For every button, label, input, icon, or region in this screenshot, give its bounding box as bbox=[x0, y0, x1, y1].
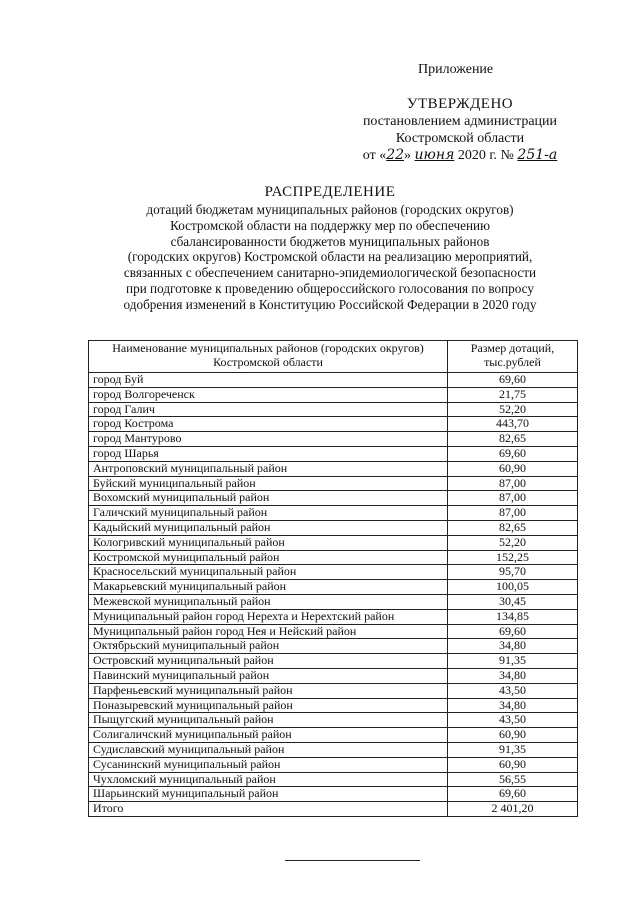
subsidy-amount-cell: 69,60 bbox=[448, 787, 578, 802]
table-row bbox=[89, 654, 578, 669]
subsidy-amount-cell: 56,55 bbox=[448, 772, 578, 787]
table-row bbox=[89, 402, 578, 417]
table-row bbox=[89, 683, 578, 698]
table-row bbox=[89, 520, 578, 535]
district-name-cell: Павинский муниципальный район bbox=[89, 668, 448, 683]
document-title: РАСПРЕДЕЛЕНИЕ bbox=[264, 184, 396, 200]
table-row bbox=[89, 387, 578, 402]
subsidy-amount-cell: 69,60 bbox=[448, 624, 578, 639]
district-name-cell: город Кострома bbox=[89, 417, 448, 432]
table-row bbox=[89, 609, 578, 624]
district-name-cell: город Шарья bbox=[89, 446, 448, 461]
table-row bbox=[89, 728, 578, 743]
subsidy-amount-cell: 43,50 bbox=[448, 683, 578, 698]
subsidy-amount-cell: 443,70 bbox=[448, 417, 578, 432]
district-name-cell: город Мантурово bbox=[89, 432, 448, 447]
approval-heading: УТВЕРЖДЕНО bbox=[406, 96, 514, 112]
subsidy-amount-cell: 69,60 bbox=[448, 446, 578, 461]
subsidy-amount-cell: 91,35 bbox=[448, 742, 578, 757]
subsidy-amount-cell: 152,25 bbox=[448, 550, 578, 565]
subsidy-amount-cell: 60,90 bbox=[448, 757, 578, 772]
district-name-cell: Антроповский муниципальный район bbox=[89, 461, 448, 476]
district-name-cell: Костромской муниципальный район bbox=[89, 550, 448, 565]
district-name-cell: Шарьинский муниципальный район bbox=[89, 787, 448, 802]
district-name-cell: Галичский муниципальный район bbox=[89, 506, 448, 521]
district-name-cell: Сусанинский муниципальный район bbox=[89, 757, 448, 772]
district-name-cell: Парфеньевский муниципальный район bbox=[89, 683, 448, 698]
table-body bbox=[89, 373, 578, 817]
subsidy-amount-cell: 34,80 bbox=[448, 668, 578, 683]
approval-block bbox=[340, 96, 580, 164]
subsidy-amount-cell: 87,00 bbox=[448, 476, 578, 491]
table-row bbox=[89, 373, 578, 388]
subsidy-amount-cell: 30,45 bbox=[448, 594, 578, 609]
district-name-cell: Муниципальный район город Нерехта и Нерехтский район bbox=[89, 609, 448, 624]
table-total-row bbox=[89, 802, 578, 817]
handwritten-month: июня bbox=[414, 147, 455, 163]
table-row bbox=[89, 550, 578, 565]
footer-separator-line bbox=[285, 860, 420, 861]
distribution-table bbox=[88, 340, 578, 817]
table-header-row bbox=[89, 341, 578, 373]
subsidy-amount-cell: 34,80 bbox=[448, 639, 578, 654]
table-row bbox=[89, 594, 578, 609]
approval-line-2: Костромской области bbox=[395, 131, 525, 146]
subsidy-amount-cell: 60,90 bbox=[448, 461, 578, 476]
subsidy-amount-cell: 87,00 bbox=[448, 506, 578, 521]
subsidy-amount-cell: 2 401,20 bbox=[448, 802, 578, 817]
district-name-cell: Вохомский муниципальный район bbox=[89, 491, 448, 506]
district-name-cell: Чухломский муниципальный район bbox=[89, 772, 448, 787]
subsidy-amount-cell: 87,00 bbox=[448, 491, 578, 506]
table-row bbox=[89, 639, 578, 654]
table-row bbox=[89, 506, 578, 521]
subsidy-amount-cell: 100,05 bbox=[448, 580, 578, 595]
table-row bbox=[89, 742, 578, 757]
handwritten-day: 22 bbox=[386, 147, 405, 163]
approval-date-line: от «22» июня 2020 г. № 251-а bbox=[362, 147, 558, 163]
district-name-cell: город Галич bbox=[89, 402, 448, 417]
district-name-cell: город Волгореченск bbox=[89, 387, 448, 402]
handwritten-number: 251-а bbox=[517, 147, 558, 163]
table-row bbox=[89, 757, 578, 772]
table-row bbox=[89, 461, 578, 476]
subsidy-amount-cell: 95,70 bbox=[448, 565, 578, 580]
table-row bbox=[89, 772, 578, 787]
subsidy-amount-cell: 52,20 bbox=[448, 402, 578, 417]
subsidy-amount-cell: 52,20 bbox=[448, 535, 578, 550]
column-header-name: Наименование муниципальных районов (городских округов) Костромской области bbox=[89, 341, 448, 373]
table-row bbox=[89, 491, 578, 506]
subsidy-amount-cell: 60,90 bbox=[448, 728, 578, 743]
district-name-cell: Пыщугский муниципальный район bbox=[89, 713, 448, 728]
district-name-cell: Буйский муниципальный район bbox=[89, 476, 448, 491]
district-name-cell: Солигаличский муниципальный район bbox=[89, 728, 448, 743]
district-name-cell: Островский муниципальный район bbox=[89, 654, 448, 669]
approval-line-1: постановлением администрации bbox=[362, 114, 558, 129]
table-row bbox=[89, 668, 578, 683]
district-name-cell: Муниципальный район город Нея и Нейский район bbox=[89, 624, 448, 639]
table-row bbox=[89, 624, 578, 639]
district-name-cell: Макарьевский муниципальный район bbox=[89, 580, 448, 595]
subsidy-amount-cell: 134,85 bbox=[448, 609, 578, 624]
district-name-cell: Поназыревский муниципальный район bbox=[89, 698, 448, 713]
table-row bbox=[89, 476, 578, 491]
table-row bbox=[89, 432, 578, 447]
table-row bbox=[89, 446, 578, 461]
table-row bbox=[89, 580, 578, 595]
table-row bbox=[89, 698, 578, 713]
appendix-label: Приложение bbox=[418, 62, 494, 77]
table-row bbox=[89, 713, 578, 728]
district-name-cell: Красносельский муниципальный район bbox=[89, 565, 448, 580]
district-name-cell: Межевской муниципальный район bbox=[89, 594, 448, 609]
district-name-cell: Судиславский муниципальный район bbox=[89, 742, 448, 757]
subsidy-amount-cell: 69,60 bbox=[448, 373, 578, 388]
district-name-cell: Кологривский муниципальный район bbox=[89, 535, 448, 550]
district-name-cell: Октябрьский муниципальный район bbox=[89, 639, 448, 654]
district-name-cell: город Буй bbox=[89, 373, 448, 388]
table-row bbox=[89, 417, 578, 432]
document-subtitle: дотаций бюджетам муниципальных районов (городских округов) Костромской области на поддержку мер по обеспечению сбалансированности бюджетов муниципальных районов (городских округов) Костромской области на реализацию мероприятий, связанных с обеспечением санитарно-эпидемиологической безопасности при подготовке к проведению общероссийского голосования по вопросу одобрения изменений в Конституцию Российской Федерации в 2020 году bbox=[123, 202, 537, 312]
table-row bbox=[89, 565, 578, 580]
table-row bbox=[89, 787, 578, 802]
district-name-cell: Кадыйский муниципальный район bbox=[89, 520, 448, 535]
subsidy-amount-cell: 21,75 bbox=[448, 387, 578, 402]
subsidy-amount-cell: 91,35 bbox=[448, 654, 578, 669]
subsidy-amount-cell: 82,65 bbox=[448, 432, 578, 447]
subsidy-amount-cell: 82,65 bbox=[448, 520, 578, 535]
subsidy-amount-cell: 34,80 bbox=[448, 698, 578, 713]
district-name-cell: Итого bbox=[89, 802, 448, 817]
column-header-amount: Размер дотаций, тыс.рублей bbox=[448, 341, 578, 373]
subsidy-amount-cell: 43,50 bbox=[448, 713, 578, 728]
table-row bbox=[89, 535, 578, 550]
